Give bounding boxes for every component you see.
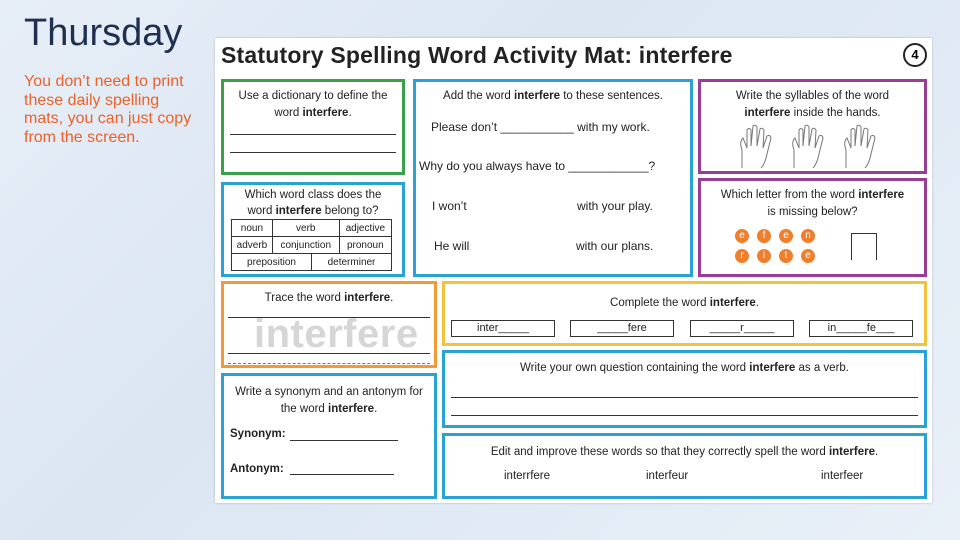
misspelt-word: interrfere [504, 470, 551, 482]
instruction-note: You don’t need to print these daily spelling mats, you can just copy from the screen. [24, 73, 192, 146]
trace-line-base [228, 353, 430, 354]
synonym-label: Synonym: [230, 428, 286, 440]
antonym-label: Antonym: [230, 463, 284, 475]
word-class-option[interactable]: noun [232, 220, 273, 237]
letter-circle: t [779, 249, 793, 263]
answer-line [230, 152, 396, 153]
sentence-3-start: I won’t [432, 199, 467, 213]
word-class-option[interactable]: conjunction [272, 237, 339, 254]
trace-heading: Trace the word interfere. [264, 292, 394, 304]
trace-panel [221, 281, 437, 368]
word-class-option[interactable]: verb [272, 220, 339, 237]
letter-circle: r [735, 249, 749, 263]
complete-word-box[interactable]: _____fere [570, 320, 674, 337]
sentence-2: Why do you always have to ____________? [419, 159, 656, 173]
complete-word-heading: Complete the word interfere. [610, 297, 759, 309]
sentences-heading: Add the word interfere to these sentences. [443, 90, 663, 102]
letter-circle: i [757, 249, 771, 263]
answer-line [451, 397, 918, 398]
sentence-4-start: He will [434, 239, 470, 253]
trace-word-outline: interfere [254, 312, 419, 356]
letter-circle: e [735, 229, 749, 243]
word-class-option[interactable]: adverb [232, 237, 273, 254]
sentence-3-end: with your play. [577, 199, 653, 213]
synonym-answer-line [290, 440, 398, 441]
missing-letter-panel [698, 178, 927, 277]
word-class-table-row3 [231, 253, 392, 271]
dictionary-line2: word interfere. [274, 107, 352, 119]
sentence-1: Please don’t ___________ with my work. [431, 120, 650, 134]
dictionary-line1: Use a dictionary to define the [238, 90, 388, 102]
syllables-panel [698, 79, 927, 174]
edit-words-panel [442, 433, 927, 499]
mat-title: Statutory Spelling Word Activity Mat: interfere [221, 42, 733, 68]
syllables-line2: interfere inside the hands. [744, 107, 881, 119]
sentence-4-end: with our plans. [576, 239, 654, 253]
letter-circle: f [757, 229, 771, 243]
antonym-answer-line [290, 474, 394, 475]
own-question-heading: Write your own question containing the word interfere as a verb. [519, 362, 849, 374]
letter-circle: e [801, 249, 815, 263]
answer-line [451, 415, 918, 416]
edit-words-heading: Edit and improve these words so that they correctly spell the word interfere. [490, 446, 879, 458]
word-class-option[interactable]: adjective [339, 220, 391, 237]
misspelt-word: interfeur [646, 470, 689, 482]
complete-word-panel [442, 281, 927, 346]
letter-circle: e [779, 229, 793, 243]
sentences-panel [413, 79, 693, 277]
synonym-line1: Write a synonym and an antonym for [235, 386, 423, 398]
word-class-line1: Which word class does the [244, 189, 382, 201]
word-class-option[interactable]: determiner [312, 254, 392, 271]
missing-letter-line2: is missing below? [767, 206, 858, 218]
complete-word-box[interactable]: _____r_____ [690, 320, 794, 337]
answer-line [230, 134, 396, 135]
word-class-panel [221, 182, 405, 277]
synonym-antonym-panel [221, 373, 437, 499]
own-question-panel [442, 350, 927, 428]
word-class-table [231, 219, 392, 254]
word-class-option[interactable]: preposition [232, 254, 312, 271]
misspelt-word: interfeer [821, 470, 864, 482]
missing-letter-answer-box[interactable] [851, 233, 877, 260]
word-class-option[interactable]: pronoun [339, 237, 391, 254]
complete-word-box[interactable]: in_____fe___ [809, 320, 913, 337]
trace-line-dashed [228, 363, 430, 364]
syllables-line1: Write the syllables of the word [735, 90, 890, 102]
word-class-line2: word interfere belong to? [247, 205, 379, 217]
synonym-line2: the word interfere. [280, 403, 378, 415]
mat-number-badge: 4 [903, 43, 927, 67]
spelling-activity-mat [215, 38, 932, 503]
missing-letter-line1: Which letter from the word interfere [720, 189, 905, 201]
hands-outline-icon [737, 124, 897, 170]
dictionary-panel [221, 79, 405, 175]
complete-word-box[interactable]: inter_____ [451, 320, 555, 337]
slide-title: Thursday [24, 12, 183, 54]
letter-circle: n [801, 229, 815, 243]
